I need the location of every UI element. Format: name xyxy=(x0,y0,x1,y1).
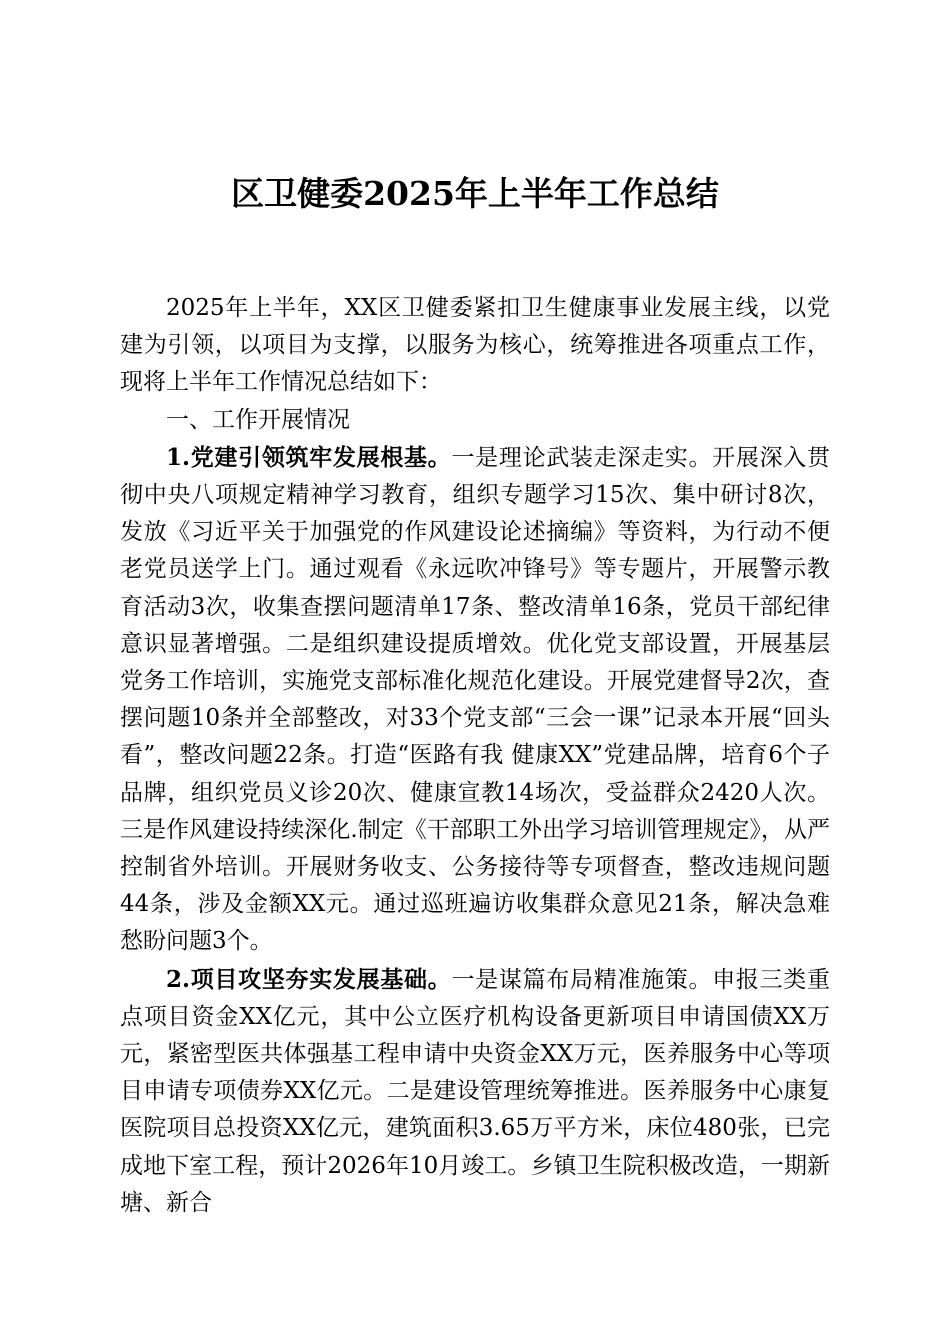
item-2-lead: 2.项目攻坚夯实发展基础。 xyxy=(166,965,452,993)
item-2-text: 一是谋篇布局精准施策。申报三类重点项目资金XX亿元，其中公立医疗机构设备更新项目申请国债XX万元，紧密型医共体强基工程申请中央资金XX万元，医养服务中心等项目申请专项债券XX亿元。二是建设管理统筹推进。医养服务中心康复医院项目总投资XX亿元，建筑面积3.65万平方米，床位480张，已完成地下室工程，预计2026年10月竣工。乡镇卫生院积极改造，一期新塘、新合 xyxy=(120,966,830,1216)
item-1-text: 一是理论武装走深走实。开展深入贯彻中央八项规定精神学习教育，组织专题学习15次、集中研讨8次，发放《习近平关于加强党的作风建设论述摘编》等资料，为行动不便老党员送学上门。通过观看《永远吹冲锋号》等专题片，开展警示教育活动3次，收集查摆问题清单17条、整改清单16条，党员干部纪律意识显著增强。二是组织建设提质增效。优化党支部设置，开展基层党务工作培训，实施党支部标准化规范化建设。开展党建督导2次，查摆问题10条并全部整改，对33个党支部“三会一课”记录本开展“回头看”，整改问题22条。打造“医路有我 健康XX”党建品牌，培育6个子品牌，组织党员义诊20次、健康宣教14场次，受益群众2420人次。三是作风建设持续深化.制定《干部职工外出学习培训管理规定》，从严控制省外培训。开展财务收支、公务接待等专项督查，整改违规问题44条，涉及金额XX元。通过巡班遍访收集群众意见21条，解决急难愁盼问题3个。 xyxy=(120,444,830,955)
item-1-paragraph xyxy=(120,439,830,961)
section-heading: 一、工作开展情况 xyxy=(166,406,350,433)
document-body xyxy=(120,290,830,1222)
document-title: 区卫健委2025年上半年工作总结 xyxy=(231,174,719,213)
item-1-lead: 1.党建引领筑牢发展根基。 xyxy=(166,443,452,471)
item-2-paragraph xyxy=(120,961,830,1222)
intro-paragraph: 2025年上半年，XX区卫健委紧扣卫生健康事业发展主线，以党建为引领，以项目为支撑，以服务为核心，统筹推进各项重点工作，现将上半年工作情况总结如下： xyxy=(120,295,830,396)
